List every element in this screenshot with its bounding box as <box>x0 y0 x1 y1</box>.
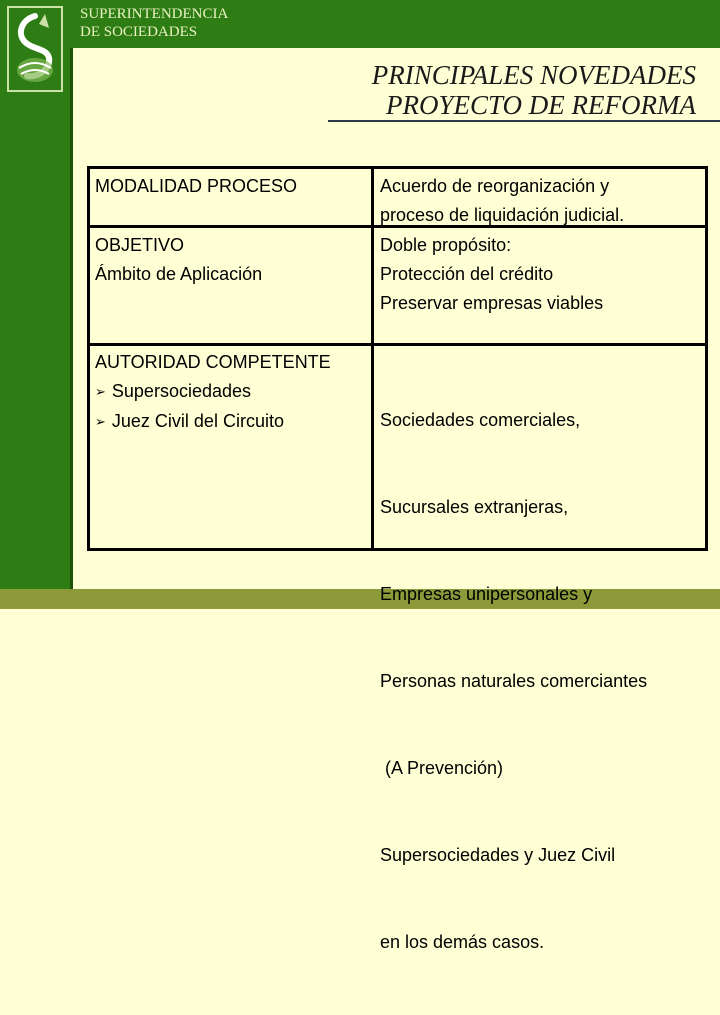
cell-text: Preservar empresas viables <box>380 293 604 313</box>
title-underline <box>328 120 720 122</box>
arrow-bullet-icon: ➢ <box>95 414 106 429</box>
cell-text: Personas naturales comerciantes <box>380 671 648 691</box>
table-row-2-left <box>95 231 262 289</box>
reform-table <box>87 166 708 952</box>
supersociedades-logo-icon <box>9 8 61 90</box>
list-item: ➢ Supersociedades <box>95 381 252 401</box>
cell-text: Acuerdo de reorganización y <box>380 176 610 196</box>
table-row-1-left <box>95 172 297 201</box>
cell-text: Protección del crédito <box>380 264 554 284</box>
cell-text: Supersociedades y Juez Civil <box>380 845 616 865</box>
org-name-line1: SUPERINTENDENCIA <box>80 6 229 22</box>
table-row-divider <box>90 343 705 346</box>
slide-title <box>372 60 696 120</box>
slide-title-line1: PRINCIPALES NOVEDADES <box>371 60 696 90</box>
organization-name <box>80 5 228 41</box>
arrow-bullet-icon: ➢ <box>95 384 106 399</box>
cell-text: Empresas unipersonales y <box>380 584 593 604</box>
table-row-3-left <box>95 348 331 437</box>
cell-text: proceso de liquidación judicial. <box>380 205 625 225</box>
logo <box>7 6 63 92</box>
slide-title-line2: PROYECTO DE REFORMA <box>386 90 696 120</box>
cell-text: Ámbito de Aplicación <box>95 264 263 284</box>
cell-text: Sociedades comerciales, <box>380 410 581 430</box>
table-row-3-right <box>380 348 647 1015</box>
cell-text: Doble propósito: <box>380 235 512 255</box>
cell-text: Sucursales extranjeras, <box>380 497 569 517</box>
cell-text: MODALIDAD PROCESO <box>95 176 298 196</box>
sidebar-edge <box>70 48 73 589</box>
cell-text: OBJETIVO <box>95 235 185 255</box>
table-row-2-right <box>380 231 603 318</box>
org-name-line2: DE SOCIEDADES <box>80 24 198 40</box>
table-row-1-right <box>380 172 624 230</box>
cell-text: en los demás casos. <box>380 932 545 952</box>
list-item: ➢ Juez Civil del Circuito <box>95 411 284 431</box>
cell-heading: AUTORIDAD COMPETENTE <box>95 352 331 372</box>
cell-text: (A Prevención) <box>380 758 504 778</box>
